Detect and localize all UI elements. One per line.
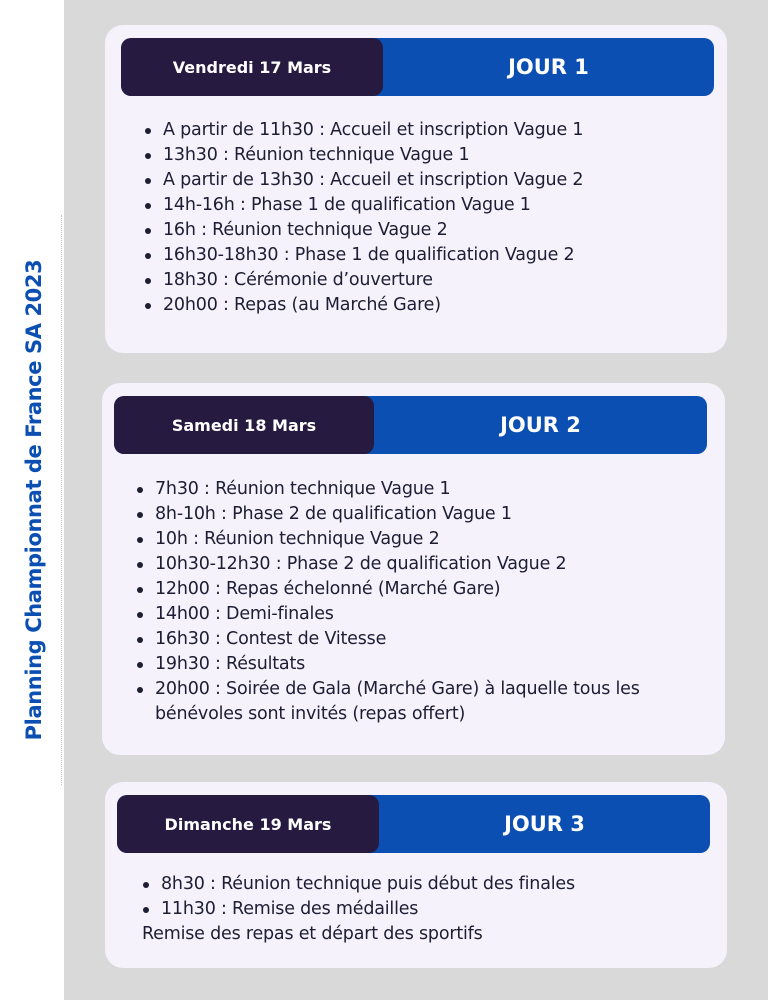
day-card-3 [105, 782, 727, 968]
day-label: JOUR 2 [500, 413, 581, 437]
day-header [117, 795, 710, 853]
list-item: 12h00 : Repas échelonné (Marché Gare) [133, 577, 715, 602]
schedule-list [133, 477, 715, 727]
list-item: 18h30 : Cérémonie d’ouverture [141, 268, 583, 293]
list-item: 14h-16h : Phase 1 de qualification Vague 1 [141, 193, 583, 218]
list-item: 7h30 : Réunion technique Vague 1 [133, 477, 715, 502]
list-item: 8h30 : Réunion technique puis début des finales [139, 872, 575, 897]
day-card-1 [105, 25, 727, 353]
list-item: A partir de 13h30 : Accueil et inscription Vague 2 [141, 168, 583, 193]
date-badge: Vendredi 17 Mars [121, 38, 383, 96]
list-item: 16h : Réunion technique Vague 2 [141, 218, 583, 243]
day-header [114, 396, 707, 454]
list-item: 19h30 : Résultats [133, 652, 715, 677]
list-item: 14h00 : Demi-finales [133, 602, 715, 627]
list-item: 13h30 : Réunion technique Vague 1 [141, 143, 583, 168]
day-card-2 [102, 383, 725, 755]
list-item: 16h30-18h30 : Phase 1 de qualification Vague 2 [141, 243, 583, 268]
list-item: 10h : Réunion technique Vague 2 [133, 527, 715, 552]
page-title: Planning Championnat de France SA 2023 [22, 259, 46, 741]
closing-note: Remise des repas et départ des sportifs [142, 924, 483, 944]
day-label: JOUR 3 [504, 812, 585, 836]
list-item: 16h30 : Contest de Vitesse [133, 627, 715, 652]
list-item: 10h30-12h30 : Phase 2 de qualification Vague 2 [133, 552, 715, 577]
divider [61, 215, 62, 785]
list-item: 20h00 : Repas (au Marché Gare) [141, 293, 583, 318]
list-item: 8h-10h : Phase 2 de qualification Vague 1 [133, 502, 715, 527]
schedule-list [139, 872, 575, 922]
date-badge: Dimanche 19 Mars [117, 795, 379, 853]
list-item: 11h30 : Remise des médailles [139, 897, 575, 922]
list-item: A partir de 11h30 : Accueil et inscription Vague 1 [141, 118, 583, 143]
day-label: JOUR 1 [508, 55, 589, 79]
main-panel [64, 0, 768, 1000]
schedule-list [141, 118, 583, 318]
day-header [121, 38, 714, 96]
sidebar [0, 0, 64, 1000]
list-item: 20h00 : Soirée de Gala (Marché Gare) à laquelle tous les bénévoles sont invités (repas offert) [133, 677, 715, 727]
date-badge: Samedi 18 Mars [114, 396, 374, 454]
